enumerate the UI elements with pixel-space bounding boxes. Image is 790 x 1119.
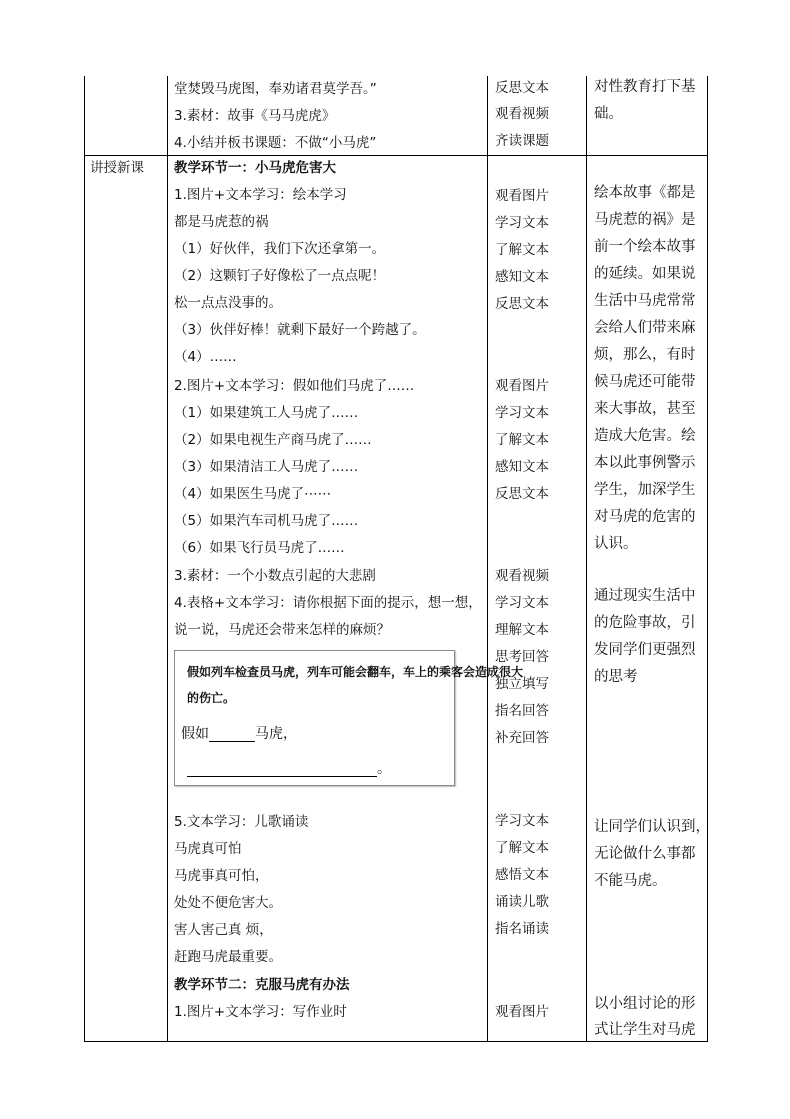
- student-activity: 学习文本: [495, 595, 549, 611]
- content-line: （3）伙伴好棒！就剩下最好一个跨越了。: [174, 322, 426, 338]
- content-line: 3.素材：故事《马马虎虎》: [174, 108, 336, 124]
- design-intent: 候马虎还可能带: [594, 374, 696, 390]
- student-activity: 诵读儿歌: [495, 894, 549, 910]
- fill-prefix: 假如: [181, 726, 209, 742]
- table-divider-student: [586, 76, 587, 1042]
- design-intent: 造成大危害。绘: [594, 428, 696, 444]
- design-intent: 会给人们带来麻: [594, 320, 696, 336]
- student-activity: 独立填写: [495, 676, 549, 692]
- student-activity: 思考回答: [495, 649, 549, 665]
- content-line: 赶跑马虎最重要。: [174, 949, 282, 965]
- design-intent: 对马虎的危害的: [594, 509, 696, 525]
- design-intent: 认识。: [594, 536, 638, 552]
- content-line: （2）如果电视生产商马虎了……: [174, 432, 372, 448]
- fill-in-line: [181, 726, 297, 742]
- student-activity: 了解文本: [495, 840, 549, 856]
- design-intent: 不能马虎。: [594, 873, 667, 889]
- student-activity: 反思文本: [495, 296, 549, 312]
- content-line: 马虎事真可怕，: [174, 868, 269, 884]
- design-intent: 生活中马虎常常: [594, 293, 696, 309]
- content-line: （2）这颗钉子好像松了一点点呢！: [174, 268, 386, 284]
- student-activity: 学习文本: [495, 813, 549, 829]
- student-activity: 感知文本: [495, 459, 549, 475]
- design-intent: 马虎惹的祸》是: [594, 212, 696, 228]
- table-border-left: [84, 76, 85, 1042]
- design-intent: 绘本故事《都是: [594, 185, 696, 201]
- student-activity: 观看图片: [495, 1004, 549, 1020]
- content-line: 都是马虎惹的祸: [174, 214, 269, 230]
- student-activity: 齐读课题: [495, 133, 549, 149]
- design-intent: 以小组讨论的形: [594, 996, 696, 1012]
- content-line: 4.表格+文本学习：请你根据下面的提示，想一想，: [174, 595, 482, 611]
- content-line: （4）如果医生马虎了⋯⋯: [174, 486, 332, 502]
- student-activity: 了解文本: [495, 432, 549, 448]
- design-intent: 式让学生对马虎: [594, 1022, 696, 1038]
- content-line: 3.素材：一个小数点引起的大悲剧: [174, 568, 376, 584]
- content-line: （6）如果飞行员马虎了……: [174, 540, 345, 556]
- student-activity: 观看图片: [495, 378, 549, 394]
- design-intent: 本以此事例警示: [594, 455, 696, 471]
- design-intent: 烦，那么，有时: [594, 347, 696, 363]
- design-intent: 对性教育打下基: [594, 79, 696, 95]
- design-intent: 的思考: [594, 669, 638, 685]
- content-line: 说一说，马虎还会带来怎样的麻烦？: [174, 622, 390, 638]
- content-line: 5.文本学习：儿歌诵读: [174, 814, 309, 830]
- worksheet-example: 的伤亡。: [187, 691, 236, 705]
- design-intent: 让同学们认识到，: [594, 819, 710, 835]
- content-line: 松一点点没事的。: [174, 295, 282, 311]
- student-activity: 指名回答: [495, 703, 549, 719]
- design-intent: 来大事故，甚至: [594, 401, 696, 417]
- design-intent: 前一个绘本故事: [594, 239, 696, 255]
- student-activity: 补充回答: [495, 730, 549, 746]
- student-activity: 感知文本: [495, 269, 549, 285]
- content-line: （4）……: [174, 349, 237, 365]
- content-line: 1.图片+文本学习：绘本学习: [174, 187, 347, 203]
- content-line: 1.图片+文本学习：写作业时: [174, 1004, 347, 1020]
- fill-end: 。: [377, 761, 391, 777]
- fill-middle: 马虎，: [255, 726, 297, 742]
- content-line: （1）如果建筑工人马虎了……: [174, 405, 359, 421]
- content-line: （5）如果汽车司机马虎了……: [174, 513, 359, 529]
- content-line: 处处不便危害大。: [174, 895, 282, 911]
- student-activity: 感悟文本: [495, 867, 549, 883]
- table-divider-stage: [167, 76, 168, 1042]
- content-line: 马虎真可怕: [174, 841, 242, 857]
- worksheet-example: 假如列车检查员马虎，列车可能会翻车，车上的乘客会造成很大: [187, 665, 524, 679]
- content-line: （3）如果清洁工人马虎了……: [174, 459, 359, 475]
- table-divider-content: [487, 76, 488, 1042]
- content-line: 2.图片+文本学习：假如他们马虎了……: [174, 378, 415, 394]
- fill-in-line: [187, 761, 391, 777]
- design-intent: 础。: [594, 106, 623, 122]
- student-activity: 反思文本: [495, 80, 549, 96]
- student-activity: 观看视频: [495, 106, 549, 122]
- student-activity: 观看图片: [495, 188, 549, 204]
- design-intent: 发同学们更强烈: [594, 642, 696, 658]
- table-row-divider: [84, 155, 708, 156]
- design-intent: 通过现实生活中: [594, 588, 696, 604]
- design-intent: 无论做什么事都: [594, 846, 696, 862]
- student-activity: 理解文本: [495, 622, 549, 638]
- fill-blank[interactable]: [209, 727, 255, 742]
- stage-label: 讲授新课: [90, 160, 144, 176]
- content-line: （1）好伙伴，我们下次还拿第一。: [174, 241, 386, 257]
- table-border-right: [707, 76, 708, 1042]
- content-line: 害人害己真 烦，: [174, 922, 273, 938]
- design-intent: 学生，加深学生: [594, 482, 696, 498]
- student-activity: 指名诵读: [495, 921, 549, 937]
- student-activity: 反思文本: [495, 486, 549, 502]
- content-line: 4.小结并板书课题：不做“小马虎”: [174, 135, 377, 151]
- student-activity: 了解文本: [495, 242, 549, 258]
- design-intent: 的延续。如果说: [594, 266, 696, 282]
- section-title: 教学环节一：小马虎危害大: [174, 160, 336, 176]
- student-activity: 学习文本: [495, 405, 549, 421]
- design-intent: 的危险事故，引: [594, 615, 696, 631]
- fill-blank[interactable]: [187, 762, 377, 777]
- content-line: 堂焚毁马虎图，奉劝诸君莫学吾。”: [174, 81, 377, 97]
- student-activity: 学习文本: [495, 215, 549, 231]
- table-border-bottom: [84, 1041, 708, 1042]
- student-activity: 观看视频: [495, 568, 549, 584]
- section-title: 教学环节二：克服马虎有办法: [174, 977, 350, 993]
